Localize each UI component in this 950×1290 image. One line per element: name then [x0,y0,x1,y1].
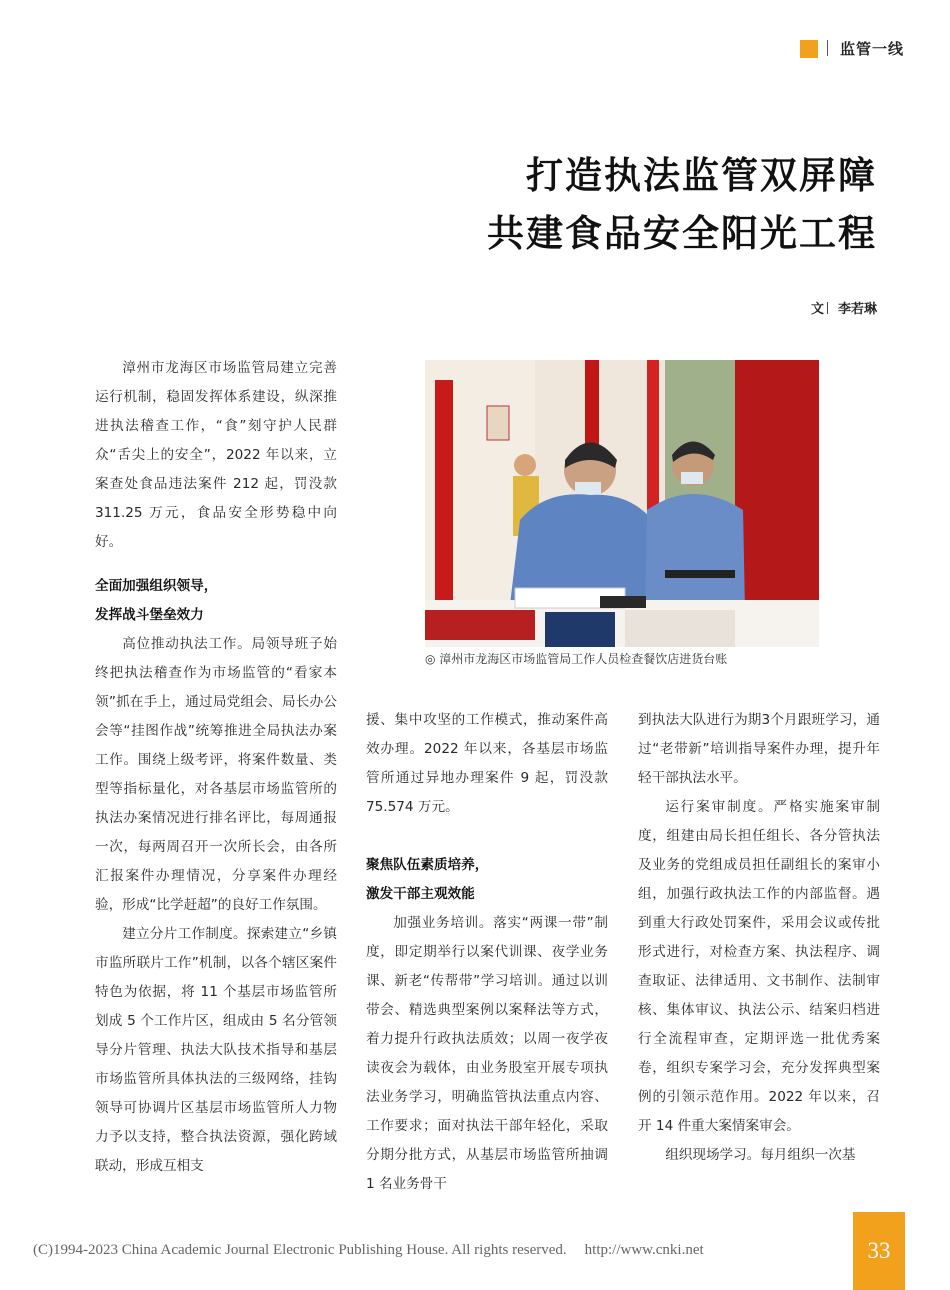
body-paragraph: 高位推动执法工作。局领导班子始终把执法稽查作为市场监管的“看家本领”抓在手上，通过局党组会、局长办公会等“挂图作战”统筹推进全局执法办案工作。围绕上级考评，将案件数量、类型等指标量化，对各基层市场监管所的执法办案情况进行排名评比，每周通报一次，每两周召开一次所长会，由各所汇报案件办理情况，分享案件办理经验，形成“比学赶超”的良好工作氛围。 [95,636,337,913]
page-number: 33 [867,1238,891,1263]
body-paragraph: 组织现场学习。每月组织一次基 [665,1147,856,1163]
article-title-line1: 打造执法监管双屏障 [526,154,877,197]
column-1-intro [95,354,337,557]
column-3 [638,706,880,1170]
subheading-1-line1: 全面加强组织领导， [95,578,218,594]
subheading-1-line2: 发挥战斗堡垒效力 [95,607,204,623]
photo-caption: ◎ 漳州市龙海区市场监管局工作人员检查餐饮店进货台账 [425,652,728,666]
subheading-2-line1: 聚焦队伍素质培养， [366,857,489,873]
footer-url[interactable]: http://www.cnki.net [584,1242,704,1258]
intro-paragraph: 漳州市龙海区市场监管局建立完善运行机制，稳固发挥体系建设，纵深推进执法稽查工作，“食”刻守护人民群众“舌尖上的安全”，2022 年以来，立案查处食品违法案件 212 起，罚没款 311.25 万元，食品安全形势稳中向好。 [95,360,337,550]
section-divider [827,40,828,56]
section-color-mark [800,40,818,58]
byline [811,298,877,317]
body-paragraph: 加强业务培训。落实“两课一带”制度，即定期举行以案代训课、夜学业务课、新老“传帮带”学习培训。通过以训带会、精选典型案例以案释法等方式，着力提升行政执法质效；以周一夜学夜读夜会为载体，由业务股室开展专项执法业务学习，明确监管执法重点内容、工作要求；面对执法干部年轻化，采取分期分批方式，从基层市场监管所抽调 1 名业务骨干 [366,915,608,1192]
inspection-photo [425,360,819,647]
photo-illustration [425,360,819,647]
article-title-line2: 共建食品安全阳光工程 [487,212,877,255]
body-paragraph: 运行案审制度。严格实施案审制度，组建由局长担任组长、各分管执法及业务的党组成员担任副组长的案审小组，加强行政执法工作的内部监督。遇到重大行政处罚案件，采用会议或传批形式进行，对检查方案、执法程序、调查取证、法律适用、文书制作、法制审核、集体审议、执法公示、结案归档进行全流程审查，定期评选一批优秀案卷，组织专案学习会，充分发挥典型案例的引领示范作用。2022 年以来，召开 14 件重大案情案审会。 [638,799,880,1134]
section-label: 监管一线 [840,40,905,58]
body-paragraph: 到执法大队进行为期3个月跟班学习，通过“老带新”培训指导案件办理，提升年轻干部执法水平。 [638,712,880,786]
byline-prefix: 文 [810,302,824,317]
byline-divider [827,302,828,314]
column-1-body [95,572,337,1181]
copyright-text: (C)1994-2023 China Academic Journal Electronic Publishing House. All rights reserved. [33,1242,567,1258]
body-paragraph: 建立分片工作制度。探索建立“乡镇市监所联片工作”机制，以各个辖区案件特色为依据，将 11 个基层市场监管所划成 5 个工作片区，组成由 5 名分管领导分片管理、执法大队技术指导和基层市场监管所具体执法的三级网络，挂钩领导可协调片区基层市场监管所人力物力予以支持，整合执法资源，强化跨域联动，形成互相支 [95,926,337,1174]
column-2 [366,706,608,1199]
paragraph-gap [366,822,608,851]
author-name: 李若琳 [837,302,877,317]
copyright-footer [33,1242,704,1259]
body-paragraph: 援、集中攻坚的工作模式，推动案件高效办理。2022 年以来，各基层市场监管所通过异地办理案件 9 起，罚没款 75.574 万元。 [366,712,608,815]
subheading-2-line2: 激发干部主观效能 [366,886,475,902]
